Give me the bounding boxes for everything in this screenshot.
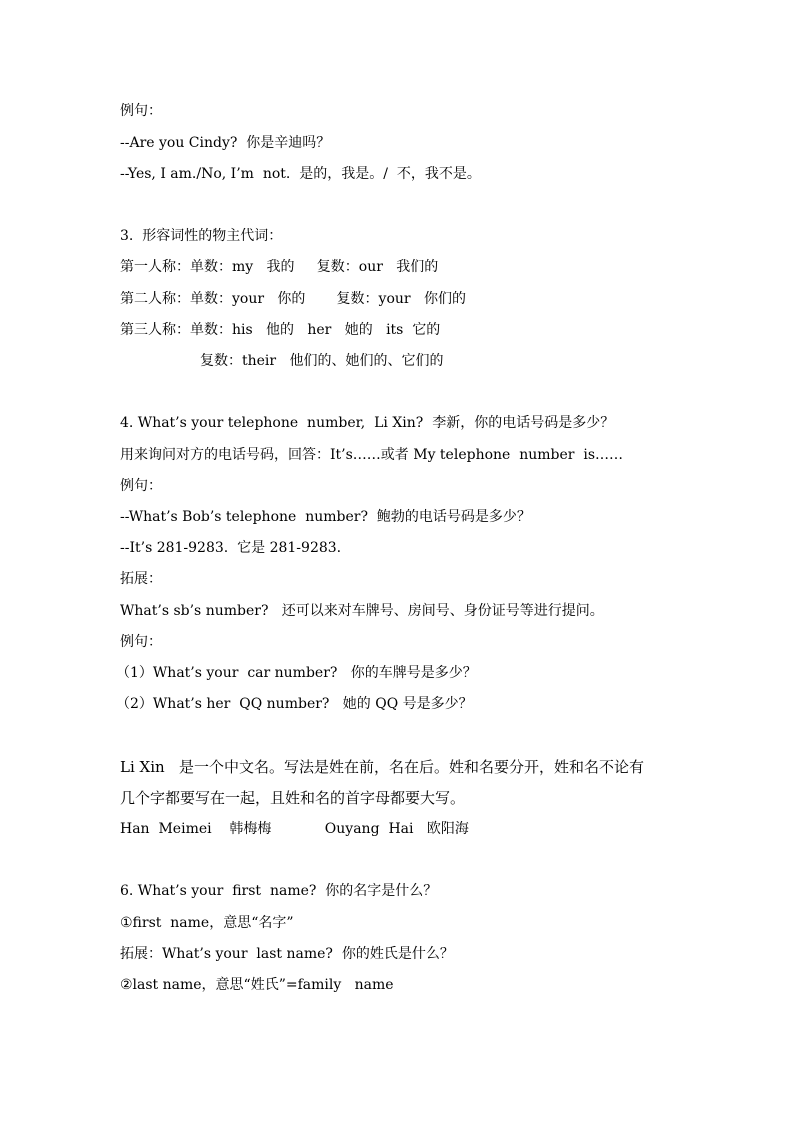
third-person-singular-line: 第三人称：单数：his 他的 her 她的 its 它的 <box>120 322 441 338</box>
example-answer-bob: --It’s 281-9283. 它是 281-9283. <box>120 540 342 556</box>
chinese-name-note-1: Li Xin 是一个中文名。写法是姓在前，名在后。姓和名要分开，姓和名不论有 <box>120 758 644 776</box>
extension-pattern: What’s sb’s number? 还可以来对车牌号、房间号、身份证号等进行提问。 <box>120 603 604 619</box>
example-car-number: （1）What’s your car number? 你的车牌号是多少？ <box>116 665 477 681</box>
section-3-heading: 3. 形容词性的物主代词： <box>120 228 283 244</box>
section-4-heading: 4. What’s your telephone number, Li Xin? 李新，你的电话号码是多少？ <box>120 415 615 431</box>
example-heading-2: 例句： <box>120 478 162 494</box>
chinese-name-examples: Han Meimei 韩梅梅 Ouyang Hai 欧阳海 <box>120 821 469 837</box>
example-question-bob: --What’s Bob’s telephone number? 鲍勃的电话号码是多少？ <box>120 509 531 525</box>
chinese-name-note-2: 几个字都要写在一起，且姓和名的首字母都要大写。 <box>120 789 466 807</box>
example-heading-1: 例句： <box>120 103 162 119</box>
example-question-cindy: --Are you Cindy? 你是辛迪吗？ <box>120 135 331 151</box>
section-6-heading: 6. What’s your first name? 你的名字是什么？ <box>120 883 438 899</box>
extension-heading: 拓展： <box>120 571 162 587</box>
first-person-line: 第一人称：单数：my 我的 复数：our 我们的 <box>120 259 439 275</box>
section-4-usage: 用来询问对方的电话号码，回答：It’s……或者 My telephone number is…… <box>120 447 624 463</box>
last-name-meaning: ②last name，意思“姓氏”=family name <box>120 977 394 993</box>
last-name-question: 拓展：What’s your last name? 你的姓氏是什么？ <box>120 946 454 962</box>
example-heading-3: 例句： <box>120 634 162 650</box>
second-person-line: 第二人称：单数：your 你的 复数：your 你们的 <box>120 291 466 307</box>
example-qq-number: （2）What’s her QQ number? 她的 QQ 号是多少？ <box>116 696 473 712</box>
third-person-plural-line: 复数：their 他们的、她们的、它们的 <box>200 353 444 369</box>
example-answer-cindy: --Yes, I am./No, I’m not. 是的，我是。/ 不，我不是。 <box>120 166 481 182</box>
first-name-meaning: ①first name，意思“名字” <box>120 915 294 931</box>
